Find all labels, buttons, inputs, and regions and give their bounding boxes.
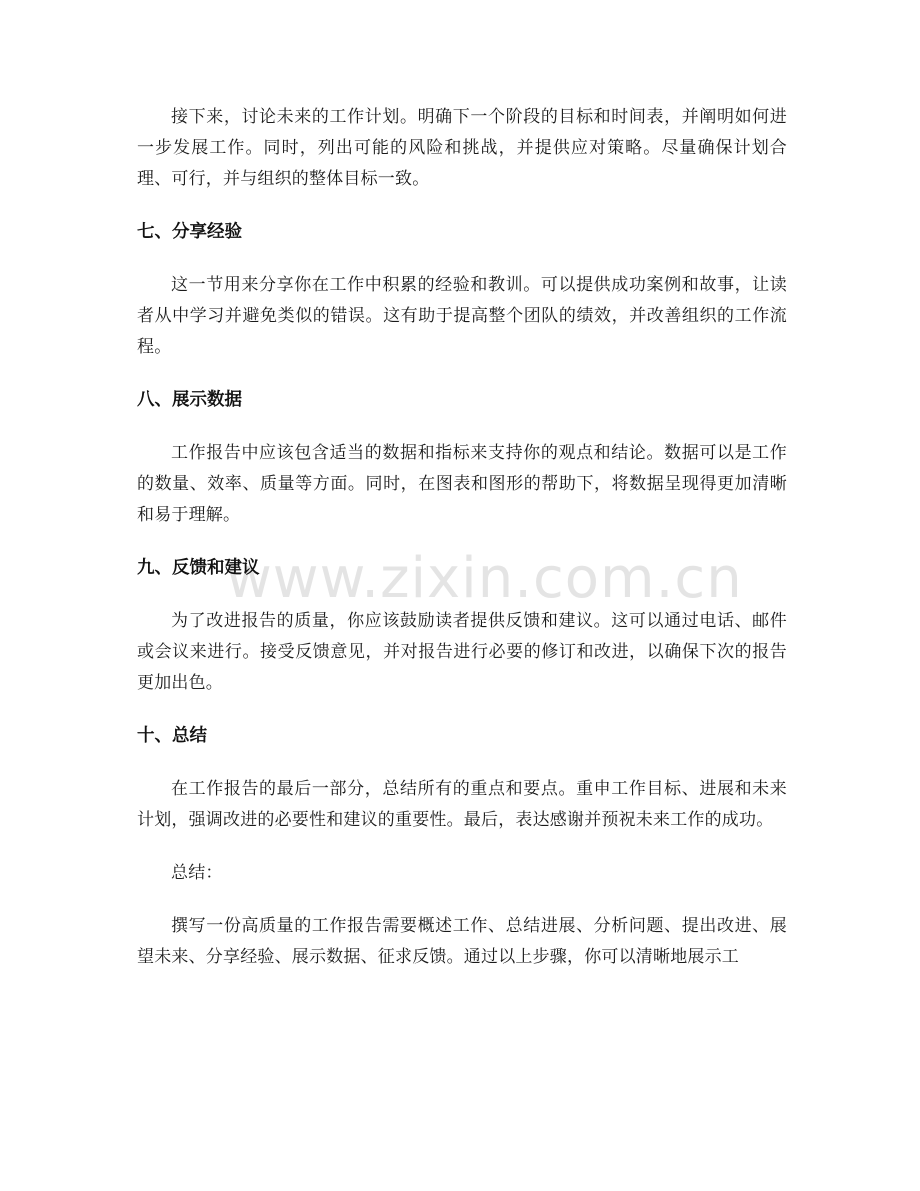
section-body-show-data: 工作报告中应该包含适当的数据和指标来支持你的观点和结论。数据可以是工作的数量、效率、质量等方面。同时，在图表和图形的帮助下，将数据呈现得更加清晰和易于理解。 [137, 443, 787, 525]
intro-paragraph: 接下来，讨论未来的工作计划。明确下一个阶段的目标和时间表，并阐明如何进一步发展工作。同时，列出可能的风险和挑战，并提供应对策略。尽量确保计划合理、可行，并与组织的整体目标一致。 [137, 107, 787, 189]
section-body-feedback: 为了改进报告的质量，你应该鼓励读者提供反馈和建议。这可以通过电话、邮件或会议来进行。接受反馈意见，并对报告进行必要的修订和改进，以确保下次的报告更加出色。 [137, 611, 787, 693]
section-heading-share-experience: 七、分享经验 [137, 222, 242, 242]
section-body-share-experience: 这一节用来分享你在工作中积累的经验和教训。可以提供成功案例和故事，让读者从中学习并避免类似的错误。这有助于提高整个团队的绩效，并改善组织的工作流程。 [137, 275, 787, 357]
summary-paragraph: 撰写一份高质量的工作报告需要概述工作、总结进展、分析问题、提出改进、展望未来、分享经验、展示数据、征求反馈。通过以上步骤，你可以清晰地展示工 [137, 916, 787, 967]
section-body-conclusion: 在工作报告的最后一部分，总结所有的重点和要点。重申工作目标、进展和未来计划，强调改进的必要性和建议的重要性。最后，表达感谢并预祝未来工作的成功。 [137, 779, 787, 830]
document-body [137, 102, 787, 973]
section-heading-feedback: 九、反馈和建议 [137, 558, 260, 578]
section-heading-show-data: 八、展示数据 [137, 390, 242, 410]
summary-label: 总结： [171, 863, 223, 883]
watermark: www.zixin.com.cn [226, 546, 743, 611]
section-heading-conclusion: 十、总结 [137, 726, 207, 746]
